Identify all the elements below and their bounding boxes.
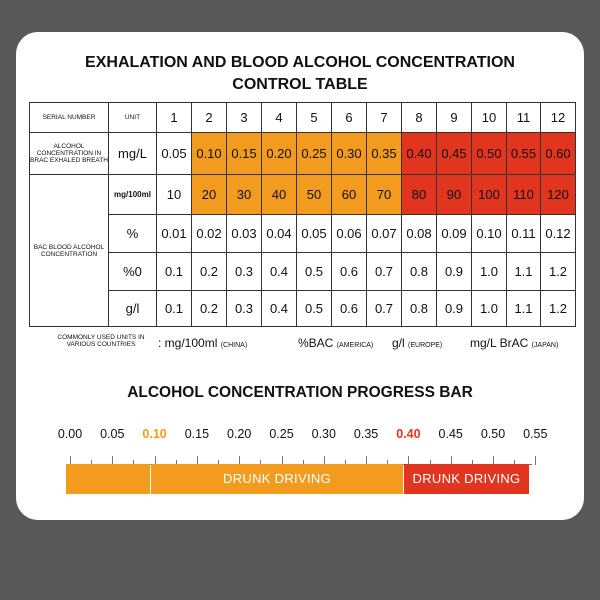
value-cell: 0.04 xyxy=(262,215,297,253)
unit-europe: g/l (EUROPE) xyxy=(392,336,443,350)
unit-cell: %0 xyxy=(109,253,157,291)
value-cell: 0.03 xyxy=(227,215,262,253)
value-cell: 0.9 xyxy=(437,291,472,327)
unit-cell: g/l xyxy=(109,291,157,327)
unit-cell: mg/100ml xyxy=(109,175,157,215)
value-cell: 0.6 xyxy=(332,291,367,327)
scale-label: 0.55 xyxy=(523,427,548,441)
value-cell: 0.9 xyxy=(437,253,472,291)
page-title xyxy=(16,52,584,96)
scale-label: 0.30 xyxy=(311,427,336,441)
serial-cell: 9 xyxy=(437,103,472,133)
value-cell: 120 xyxy=(541,175,576,215)
unit-america: %BAC (AMERICA) xyxy=(298,336,374,350)
value-cell: 0.10 xyxy=(192,133,227,175)
serial-cell: 7 xyxy=(367,103,402,133)
value-cell: 70 xyxy=(367,175,402,215)
progress-bar-title: ALCOHOL CONCENTRATION PROGRESS BAR xyxy=(127,384,473,401)
value-cell: 0.5 xyxy=(297,291,332,327)
brac-label: ALCOHOL CONCENTRATION IN BRAC EXHALED BREATH xyxy=(30,133,109,175)
value-cell: 0.25 xyxy=(297,133,332,175)
value-cell: 0.09 xyxy=(437,215,472,253)
drunk-driving-bar-orange xyxy=(151,464,403,494)
serial-cell: 6 xyxy=(332,103,367,133)
scale-tick xyxy=(535,456,536,465)
value-cell: 0.12 xyxy=(541,215,576,253)
value-cell: 80 xyxy=(402,175,437,215)
unit-header: UNIT xyxy=(109,103,157,133)
unit-cell: % xyxy=(109,215,157,253)
value-cell: 100 xyxy=(472,175,507,215)
value-cell: 110 xyxy=(507,175,541,215)
title-line-1: EXHALATION AND BLOOD ALCOHOL CONCENTRATION xyxy=(85,54,515,71)
value-cell: 0.20 xyxy=(262,133,297,175)
scale-label: 0.50 xyxy=(480,427,506,441)
value-cell: 30 xyxy=(227,175,262,215)
value-cell: 0.1 xyxy=(157,253,192,291)
value-cell: 0.15 xyxy=(227,133,262,175)
scale-label: 0.05 xyxy=(100,427,125,441)
scale-label: 0.25 xyxy=(269,427,294,441)
value-cell: 0.45 xyxy=(437,133,472,175)
scale-label: 0.10 xyxy=(142,427,167,441)
serial-cell: 8 xyxy=(402,103,437,133)
bac-label: BAC BLOOD ALCOHOL CONCENTRATION xyxy=(30,175,109,327)
value-cell: 1.2 xyxy=(541,253,576,291)
value-cell: 0.7 xyxy=(367,291,402,327)
value-cell: 1.1 xyxy=(507,291,541,327)
table-header-row xyxy=(30,103,576,133)
value-cell: 0.55 xyxy=(507,133,541,175)
value-cell: 50 xyxy=(297,175,332,215)
value-cell: 0.02 xyxy=(192,215,227,253)
value-cell: 60 xyxy=(332,175,367,215)
serial-cell: 11 xyxy=(507,103,541,133)
value-cell: 40 xyxy=(262,175,297,215)
title-line-2: CONTROL TABLE xyxy=(232,76,368,93)
value-cell: 20 xyxy=(192,175,227,215)
table-row xyxy=(30,133,576,175)
concentration-table xyxy=(29,102,576,327)
drunk-driving-bar-red xyxy=(404,464,529,494)
value-cell: 0.1 xyxy=(157,291,192,327)
value-cell: 1.1 xyxy=(507,253,541,291)
common-units-label: COMMONLY USED UNITS IN VARIOUS COUNTRIES xyxy=(57,334,145,348)
serial-cell: 12 xyxy=(541,103,576,133)
table-row xyxy=(30,253,576,291)
control-table-card xyxy=(16,32,584,520)
serial-cell: 2 xyxy=(192,103,227,133)
value-cell: 0.11 xyxy=(507,215,541,253)
scale-label: 0.40 xyxy=(396,427,421,441)
value-cell: 0.7 xyxy=(367,253,402,291)
value-cell: 0.50 xyxy=(472,133,507,175)
value-cell: 0.06 xyxy=(332,215,367,253)
progress-ruler xyxy=(66,447,532,465)
value-cell: 1.0 xyxy=(472,253,507,291)
value-cell: 0.2 xyxy=(192,253,227,291)
unit-cell: mg/L xyxy=(109,133,157,175)
value-cell: 1.2 xyxy=(541,291,576,327)
value-cell: 0.10 xyxy=(472,215,507,253)
scale-label: 0.15 xyxy=(184,427,210,441)
common-units-line xyxy=(46,332,566,356)
value-cell: 0.60 xyxy=(541,133,576,175)
progress-scale-labels xyxy=(16,427,584,447)
value-cell: 0.01 xyxy=(157,215,192,253)
table-row xyxy=(30,291,576,327)
value-cell: 0.6 xyxy=(332,253,367,291)
value-cell: 0.5 xyxy=(297,253,332,291)
value-cell: 0.05 xyxy=(157,133,192,175)
scale-label: 0.45 xyxy=(438,427,463,441)
serial-cell: 1 xyxy=(157,103,192,133)
table-row xyxy=(30,175,576,215)
value-cell: 0.08 xyxy=(402,215,437,253)
scale-label: 0.35 xyxy=(353,427,379,441)
unit-japan: mg/L BrAC (JAPAN) xyxy=(470,336,559,350)
unit-china: : mg/100ml (CHINA) xyxy=(158,336,248,350)
serial-number-header: SERIAL NUMBER xyxy=(30,103,109,133)
value-cell: 90 xyxy=(437,175,472,215)
value-cell: 0.35 xyxy=(367,133,402,175)
value-cell: 0.3 xyxy=(227,253,262,291)
value-cell: 0.8 xyxy=(402,253,437,291)
value-cell: 0.4 xyxy=(262,253,297,291)
value-cell: 0.8 xyxy=(402,291,437,327)
serial-cell: 5 xyxy=(297,103,332,133)
value-cell: 0.30 xyxy=(332,133,367,175)
serial-cell: 4 xyxy=(262,103,297,133)
scale-label: 0.00 xyxy=(57,427,83,441)
value-cell: 0.07 xyxy=(367,215,402,253)
drunk-driving-red-label: DRUNK DRIVING xyxy=(412,471,521,486)
value-cell: 0.2 xyxy=(192,291,227,327)
value-cell: 0.4 xyxy=(262,291,297,327)
value-cell: 1.0 xyxy=(472,291,507,327)
value-cell: 0.40 xyxy=(402,133,437,175)
table-row xyxy=(30,215,576,253)
value-cell: 0.3 xyxy=(227,291,262,327)
serial-cell: 10 xyxy=(472,103,507,133)
serial-cell: 3 xyxy=(227,103,262,133)
safe-segment xyxy=(66,464,150,494)
scale-label: 0.20 xyxy=(227,427,252,441)
value-cell: 0.05 xyxy=(297,215,332,253)
drunk-driving-orange-label: DRUNK DRIVING xyxy=(223,471,331,486)
value-cell: 10 xyxy=(157,175,192,215)
